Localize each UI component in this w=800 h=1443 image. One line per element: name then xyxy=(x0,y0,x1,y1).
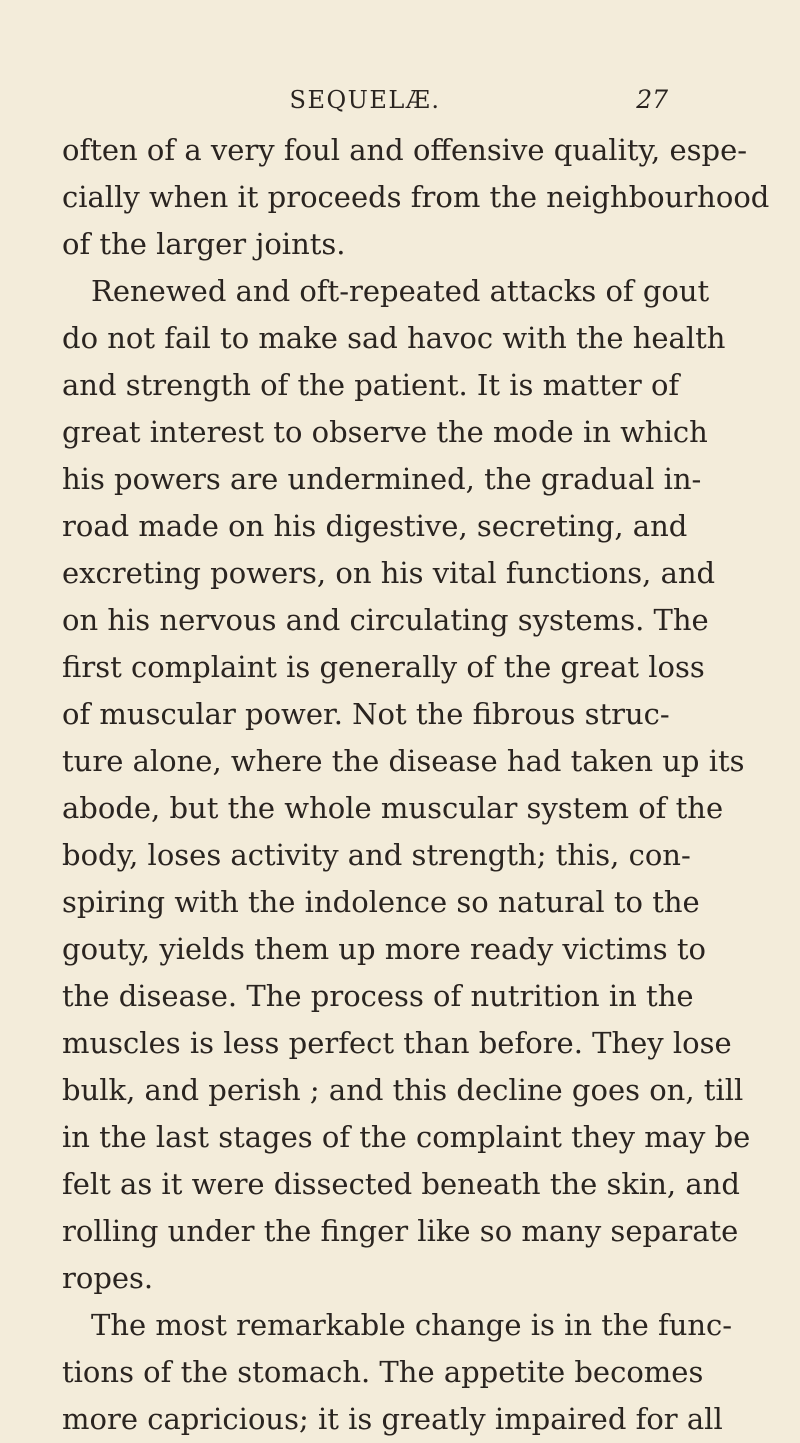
text-line: bulk, and perish ; and this decline goes on, till xyxy=(62,1073,744,1107)
text-line: and strength of the patient. It is matter of xyxy=(62,368,680,402)
text-line: road made on his digestive, secreting, and xyxy=(62,509,688,543)
text-line: Renewed and oft-repeated attacks of gout xyxy=(91,274,710,308)
text-line: felt as it were dissected beneath the skin, and xyxy=(62,1167,740,1201)
text-line: more capricious; it is greatly impaired for all xyxy=(62,1402,723,1436)
text-line: gouty, yields them up more ready victims to xyxy=(62,932,706,966)
text-line: of the larger joints. xyxy=(62,227,346,261)
text-line: tions of the stomach. The appetite becomes xyxy=(62,1355,704,1389)
running-head xyxy=(62,82,668,118)
text-line: ture alone, where the disease had taken up its xyxy=(62,744,745,778)
body-text xyxy=(62,127,770,1443)
text-line: often of a very foul and offensive quality, espe- xyxy=(62,133,748,167)
text-line: spiring with the indolence so natural to the xyxy=(62,885,700,919)
text-line: of muscular power. Not the fibrous struc- xyxy=(62,697,670,731)
text-line: abode, but the whole muscular system of the xyxy=(62,791,724,825)
text-line: the disease. The process of nutrition in the xyxy=(62,979,694,1013)
text-line: in the last stages of the complaint they may be xyxy=(62,1120,751,1154)
text-line: on his nervous and circulating systems. The xyxy=(62,603,709,637)
text-line: his powers are undermined, the gradual in- xyxy=(62,462,702,496)
running-title: SEQUELÆ. xyxy=(289,86,441,114)
text-line: excreting powers, on his vital functions, and xyxy=(62,556,716,590)
page-number: 27 xyxy=(636,85,668,114)
text-line: rolling under the finger like so many separate xyxy=(62,1214,739,1248)
text-line: do not fail to make sad havoc with the health xyxy=(62,321,726,355)
text-line: cially when it proceeds from the neighbourhood xyxy=(62,180,770,214)
text-line: The most remarkable change is in the func- xyxy=(91,1308,733,1342)
text-line: ropes. xyxy=(62,1261,154,1295)
text-line: body, loses activity and strength; this, con- xyxy=(62,838,691,872)
text-line: great interest to observe the mode in which xyxy=(62,415,708,449)
text-line: first complaint is generally of the great loss xyxy=(62,650,705,684)
text-line: muscles is less perfect than before. They lose xyxy=(62,1026,732,1060)
